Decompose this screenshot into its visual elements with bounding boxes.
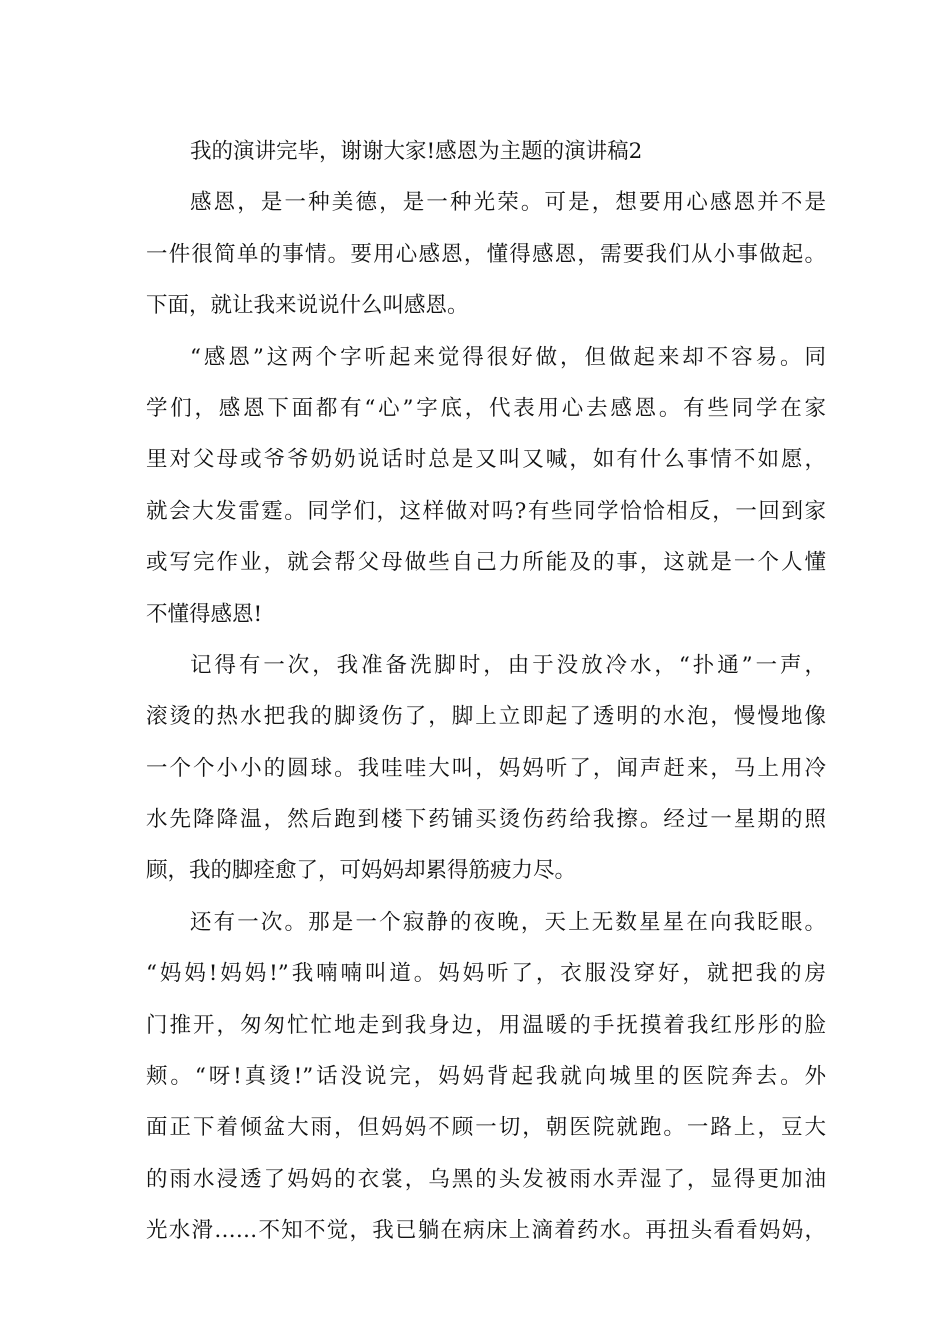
text-line: 就会大发雷霆。同学们，这样做对吗?有些同学恰恰相反，一回到家 bbox=[146, 498, 826, 524]
text-line: 下面，就让我来说说什么叫感恩。 bbox=[146, 293, 469, 319]
text-line: 光水滑……不知不觉，我已躺在病床上滴着药水。再扭头看看妈妈， bbox=[146, 1218, 826, 1244]
text-line: 门推开，匆匆忙忙地走到我身边，用温暖的手抚摸着我红彤彤的脸 bbox=[146, 1012, 826, 1038]
text-line: “感恩”这两个字听起来觉得很好做，但做起来却不容易。同 bbox=[190, 344, 826, 370]
text-line: 不懂得感恩! bbox=[146, 601, 263, 627]
text-line: 还有一次。那是一个寂静的夜晚，天上无数星星在向我眨眼。 bbox=[190, 909, 826, 935]
text-line: “妈妈!妈妈!”我喃喃叫道。妈妈听了，衣服没穿好，就把我的房 bbox=[146, 961, 826, 987]
text-line: 滚烫的热水把我的脚烫伤了，脚上立即起了透明的水泡，慢慢地像 bbox=[146, 704, 826, 730]
text-line: 颊。“呀!真烫!”话没说完，妈妈背起我就向城里的医院奔去。外 bbox=[146, 1064, 826, 1090]
document-body bbox=[146, 126, 826, 1257]
text-line: 记得有一次，我准备洗脚时，由于没放冷水，“扑通”一声， bbox=[190, 652, 826, 678]
text-line: 一件很简单的事情。要用心感恩，懂得感恩，需要我们从小事做起。 bbox=[146, 241, 826, 267]
text-line: 学们，感恩下面都有“心”字底，代表用心去感恩。有些同学在家 bbox=[146, 395, 826, 421]
text-line: 的雨水浸透了妈妈的衣裳，乌黑的头发被雨水弄湿了，显得更加油 bbox=[146, 1166, 826, 1192]
text-line: 顾，我的脚痊愈了，可妈妈却累得筋疲力尽。 bbox=[146, 858, 577, 884]
text-line: 我的演讲完毕，谢谢大家!感恩为主题的演讲稿2 bbox=[190, 139, 643, 164]
text-line: 感恩，是一种美德，是一种光荣。可是，想要用心感恩并不是 bbox=[190, 190, 826, 216]
text-line: 一个个小小的圆球。我哇哇大叫，妈妈听了，闻声赶来，马上用冷 bbox=[146, 755, 826, 781]
text-line: 里对父母或爷爷奶奶说话时总是又叫又喊，如有什么事情不如愿， bbox=[146, 447, 826, 473]
text-line: 水先降降温，然后跑到楼下药铺买烫伤药给我擦。经过一星期的照 bbox=[146, 807, 826, 833]
text-line: 面正下着倾盆大雨，但妈妈不顾一切，朝医院就跑。一路上，豆大 bbox=[146, 1115, 826, 1141]
text-line: 或写完作业，就会帮父母做些自己力所能及的事，这就是一个人懂 bbox=[146, 550, 826, 576]
